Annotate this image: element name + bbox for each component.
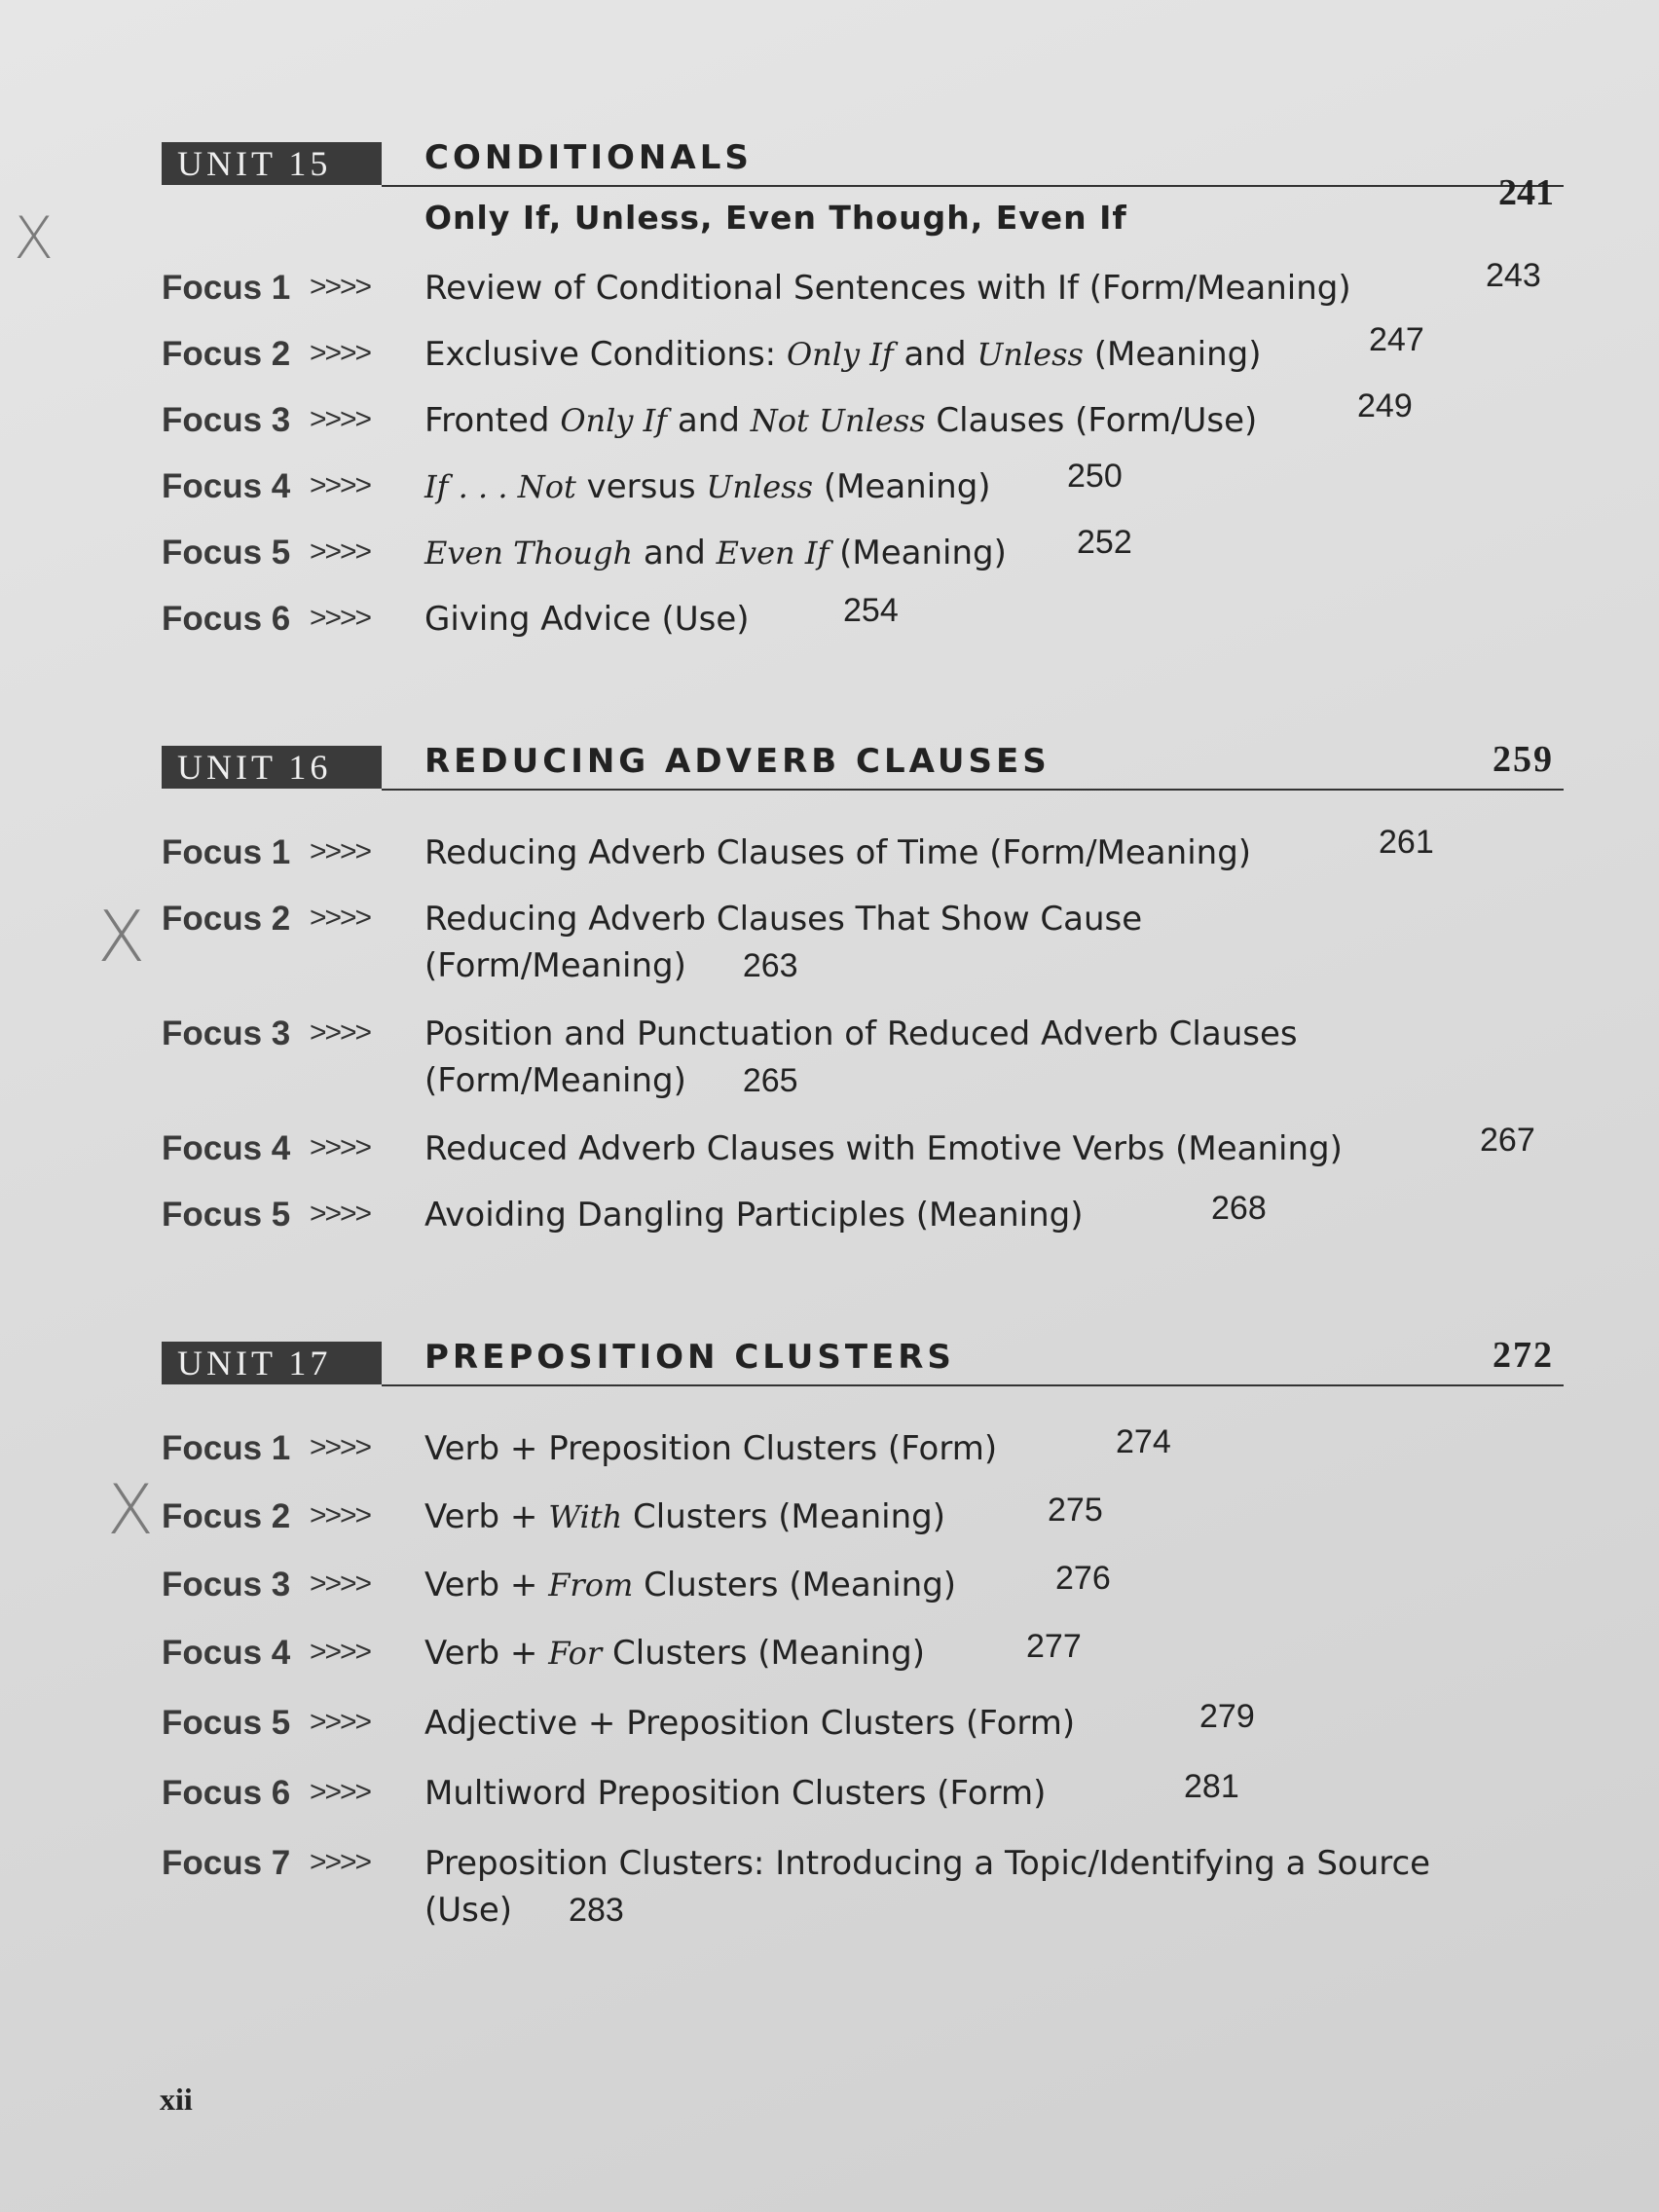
focus-arrows: >>>> (310, 1499, 371, 1531)
focus-label: Focus 5 (162, 1196, 291, 1234)
focus-title: Reduced Adverb Clauses with Emotive Verbs (Meaning) (424, 1129, 1343, 1168)
unit-title: CONDITIONALS (424, 138, 753, 177)
focus-page-number: 249 (1357, 387, 1413, 424)
focus-label: Focus 1 (162, 1429, 291, 1467)
focus-label: Focus 7 (162, 1844, 291, 1882)
focus-title: Avoiding Dangling Participles (Meaning) (424, 1196, 1084, 1235)
unit-header (162, 1332, 1564, 1390)
focus-label: Focus 2 (162, 335, 291, 373)
pencil-x-mark: X (14, 204, 55, 273)
focus-page-number: 277 (1026, 1628, 1082, 1665)
page-folio: xii (160, 2082, 193, 2117)
focus-arrows: >>>> (310, 1776, 371, 1808)
focus-arrows: >>>> (310, 1016, 371, 1049)
focus-title: Fronted Only If and Not Unless Clauses (Form/Use) (424, 401, 1258, 440)
unit-title: REDUCING ADVERB CLAUSES (424, 742, 1051, 781)
focus-arrows: >>>> (310, 1198, 371, 1230)
focus-title: Verb + For Clusters (Meaning) (424, 1634, 925, 1673)
focus-page-number: 261 (1379, 824, 1434, 861)
focus-page-number: 250 (1067, 458, 1123, 495)
focus-page-number: 279 (1199, 1698, 1255, 1735)
unit-tag: UNIT 15 (162, 142, 382, 185)
unit-17-section (162, 1332, 1564, 1930)
unit-rule (382, 789, 1564, 791)
focus-arrows: >>>> (310, 1131, 371, 1163)
focus-arrows: >>>> (310, 602, 371, 634)
focus-title: Even Though and Even If (Meaning) (424, 534, 1007, 572)
focus-page-number: 268 (1211, 1190, 1267, 1227)
unit-title: PREPOSITION CLUSTERS (424, 1338, 955, 1377)
focus-label: Focus 4 (162, 1634, 291, 1672)
focus-arrows: >>>> (310, 902, 371, 934)
focus-label: Focus 1 (162, 833, 291, 871)
focus-arrows: >>>> (310, 271, 371, 303)
focus-title: Verb + Preposition Clusters (Form) (424, 1429, 998, 1468)
focus-page-number: 252 (1077, 524, 1132, 561)
focus-arrows: >>>> (310, 1846, 371, 1878)
focus-title: Reducing Adverb Clauses of Time (Form/Meaning) (424, 833, 1252, 872)
focus-title: Giving Advice (Use) (424, 600, 750, 639)
focus-arrows: >>>> (310, 1431, 371, 1463)
focus-label: Focus 5 (162, 534, 291, 571)
unit-page-number: 241 (1498, 172, 1554, 213)
focus-label: Focus 6 (162, 1774, 291, 1812)
focus-page-number: 263 (742, 947, 798, 984)
unit-15-section (162, 132, 1564, 639)
focus-title: Verb + From Clusters (Meaning) (424, 1566, 957, 1604)
focus-arrows: >>>> (310, 403, 371, 435)
focus-title: Position and Punctuation of Reduced Adverb Clauses (Form/Meaning) 265 (424, 1011, 1298, 1104)
pencil-x-mark: X (97, 896, 146, 977)
focus-page-number: 276 (1055, 1560, 1111, 1597)
focus-title: If . . . Not versus Unless (Meaning) (424, 467, 991, 506)
focus-title: Review of Conditional Sentences with If (Form/Meaning) (424, 269, 1351, 308)
focus-title: Exclusive Conditions: Only If and Unless (Meaning) (424, 335, 1262, 374)
focus-label: Focus 2 (162, 900, 291, 938)
focus-title: Verb + With Clusters (Meaning) (424, 1497, 945, 1536)
focus-page-number: 267 (1480, 1122, 1535, 1159)
focus-arrows: >>>> (310, 535, 371, 568)
focus-title: Adjective + Preposition Clusters (Form) (424, 1704, 1076, 1743)
unit-tag: UNIT 17 (162, 1342, 382, 1384)
focus-label: Focus 2 (162, 1497, 291, 1535)
focus-page-number: 274 (1116, 1423, 1171, 1460)
focus-arrows: >>>> (310, 469, 371, 501)
unit-page-number: 272 (1493, 1335, 1554, 1376)
unit-16-section (162, 736, 1564, 1235)
focus-page-number: 283 (569, 1892, 624, 1929)
focus-title: Multiword Preposition Clusters (Form) (424, 1774, 1047, 1813)
unit-page-number: 259 (1493, 739, 1554, 780)
focus-page-number: 247 (1369, 321, 1424, 358)
focus-title: Preposition Clusters: Introducing a Topic/Identifying a Source (Use) 283 (424, 1840, 1430, 1934)
focus-label: Focus 4 (162, 1129, 291, 1167)
focus-arrows: >>>> (310, 1706, 371, 1738)
focus-page-number: 265 (742, 1062, 798, 1099)
focus-arrows: >>>> (310, 337, 371, 369)
focus-page-number: 281 (1184, 1768, 1239, 1805)
unit-rule (382, 185, 1564, 187)
unit-rule (382, 1384, 1564, 1386)
focus-label: Focus 3 (162, 1566, 291, 1604)
focus-page-number: 275 (1048, 1492, 1103, 1529)
unit-header (162, 132, 1564, 191)
focus-label: Focus 1 (162, 269, 291, 307)
focus-label: Focus 5 (162, 1704, 291, 1742)
focus-arrows: >>>> (310, 1567, 371, 1600)
unit-header (162, 736, 1564, 794)
unit-tag: UNIT 16 (162, 746, 382, 789)
focus-arrows: >>>> (310, 1636, 371, 1668)
focus-arrows: >>>> (310, 835, 371, 867)
unit-subtitle: Only If, Unless, Even Though, Even If (424, 199, 1127, 237)
focus-label: Focus 3 (162, 401, 291, 439)
focus-title: Reducing Adverb Clauses That Show Cause (Form/Meaning) 263 (424, 896, 1142, 989)
focus-page-number: 254 (843, 592, 899, 629)
pencil-x-mark: X (107, 1470, 154, 1550)
focus-label: Focus 6 (162, 600, 291, 638)
focus-label: Focus 3 (162, 1014, 291, 1052)
focus-label: Focus 4 (162, 467, 291, 505)
focus-page-number: 243 (1486, 257, 1541, 294)
